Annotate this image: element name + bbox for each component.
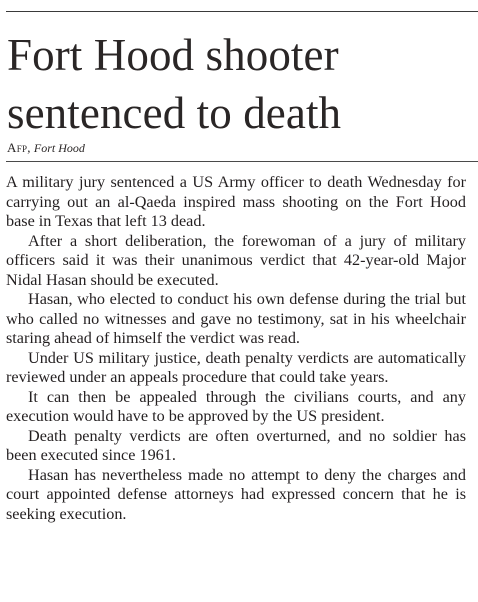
byline bbox=[7, 140, 85, 156]
paragraph-7: Hasan has nevertheless made no attempt to deny the charges and court appointed defense attorneys had expressed concern that he is seeking execution. bbox=[6, 465, 466, 523]
paragraph-5: It can then be appealed through the civilians courts, and any execution would have to be approved by the US president. bbox=[6, 387, 466, 425]
paragraph-2: After a short deliberation, the forewoman of a jury of military officers said it was their unanimous verdict that 42-year-old Major Nidal Hasan should be executed. bbox=[6, 231, 466, 289]
paragraph-1: A military jury sentenced a US Army officer to death Wednesday for carrying out an al-Qaeda inspired mass shooting on the Fort Hood base in Texas that left 13 dead. bbox=[6, 173, 466, 230]
headline bbox=[7, 26, 473, 142]
paragraph-6: Death penalty verdicts are often overturned, and no soldier has been executed since 1961. bbox=[6, 426, 466, 464]
byline-rule bbox=[6, 161, 478, 162]
top-rule bbox=[6, 11, 478, 12]
article-body bbox=[6, 173, 466, 524]
paragraph-4: Under US military justice, death penalty verdicts are automatically reviewed under an appeals procedure that could take years. bbox=[6, 348, 466, 386]
paragraph-3: Hasan, who elected to conduct his own defense during the trial but who called no witnesses and gave no testimony, sat in his wheelchair staring ahead of himself the verdict was read. bbox=[6, 290, 466, 347]
byline-agency: Afp, bbox=[7, 140, 31, 155]
headline-line-2: sentenced to death bbox=[7, 88, 342, 138]
byline-location: Fort Hood bbox=[33, 141, 85, 155]
headline-line-1: Fort Hood shooter bbox=[7, 30, 339, 80]
